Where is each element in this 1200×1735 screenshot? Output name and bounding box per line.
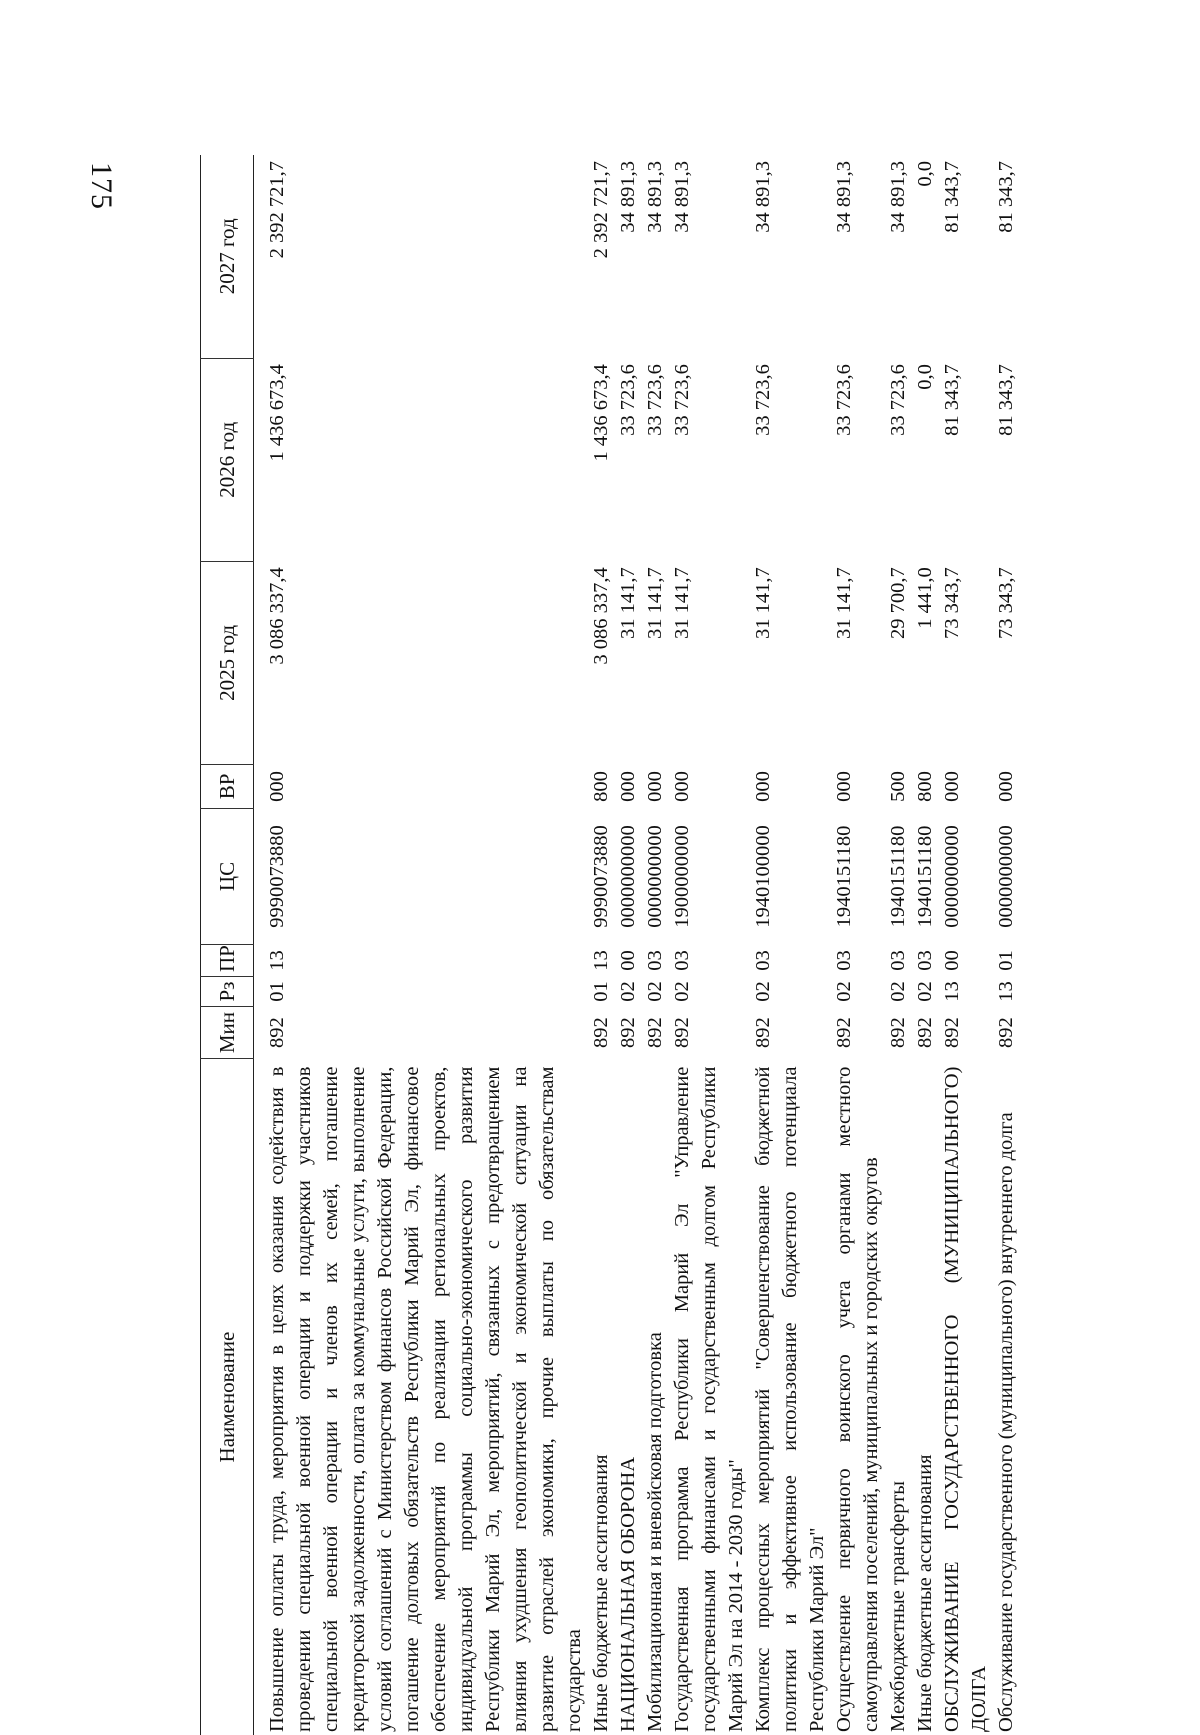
header-2026: 2026 год <box>201 358 254 561</box>
row-cs: 1940151180 <box>887 825 909 928</box>
row-pr: 00 <box>941 950 963 971</box>
row-2027: 2 392 721,7 <box>266 161 288 259</box>
row-pr: 03 <box>887 950 909 971</box>
row-2025: 29 700,7 <box>887 567 909 640</box>
row-name: Иные бюджетные ассигнования <box>590 1454 612 1732</box>
row-rz: 02 <box>752 981 774 1002</box>
row-name: Государственная программа Республики Марий Эл "Управление государственными финансами и государственным долгом Республики Марий Эл на 2014 - 2030 годы" <box>671 1066 747 1732</box>
row-vr: 000 <box>671 771 693 802</box>
row-2027: 81 343,7 <box>941 161 963 233</box>
row-vr: 000 <box>833 771 855 802</box>
table-row <box>750 155 831 1735</box>
header-pr: ПР <box>201 945 254 977</box>
row-2025: 73 343,7 <box>941 567 963 640</box>
row-2027: 34 891,3 <box>617 161 639 233</box>
row-pr: 00 <box>617 950 639 971</box>
row-2026: 33 723,6 <box>617 364 639 436</box>
table-row <box>993 155 1020 1735</box>
row-rz: 02 <box>617 981 639 1002</box>
row-name: Иные бюджетные ассигнования <box>914 1454 936 1732</box>
row-rz: 02 <box>887 981 909 1002</box>
row-2026: 33 723,6 <box>887 364 909 436</box>
header-2025: 2025 год <box>201 561 254 764</box>
row-name: ОБСЛУЖИВАНИЕ ГОСУДАРСТВЕННОГО (МУНИЦИПАЛЬНОГО) ДОЛГА <box>941 1066 990 1732</box>
header-vr: ВР <box>201 764 254 808</box>
row-cs: 1900000000 <box>671 825 693 928</box>
row-name: Обслуживание государственного (муниципального) внутреннего долга <box>995 1112 1017 1732</box>
row-2025: 73 343,7 <box>995 567 1017 640</box>
row-rz: 13 <box>941 981 963 1002</box>
header-name: Наименование <box>214 1331 239 1463</box>
row-min: 892 <box>887 1017 909 1048</box>
row-2026: 1 436 673,4 <box>590 364 612 462</box>
row-2025: 31 141,7 <box>752 567 774 640</box>
row-2025: 31 141,7 <box>671 567 693 640</box>
row-min: 892 <box>671 1017 693 1048</box>
table-row <box>939 155 993 1735</box>
row-pr: 13 <box>266 950 288 971</box>
row-cs: 1940151180 <box>833 825 855 928</box>
row-min: 892 <box>914 1017 936 1048</box>
row-2027: 34 891,3 <box>644 161 666 233</box>
row-vr: 000 <box>752 771 774 802</box>
row-cs: 1940100000 <box>752 825 774 928</box>
header-rz: Рз <box>201 977 254 1007</box>
row-2025: 3 086 337,4 <box>266 567 288 665</box>
row-cs: 0000000000 <box>941 825 963 928</box>
row-2025: 31 141,7 <box>644 567 666 640</box>
row-rz: 02 <box>644 981 666 1002</box>
row-2025: 31 141,7 <box>617 567 639 640</box>
row-vr: 000 <box>941 771 963 802</box>
row-2027: 0,0 <box>914 161 936 187</box>
row-2026: 0,0 <box>914 364 936 390</box>
row-vr: 500 <box>887 771 909 802</box>
row-2026: 81 343,7 <box>995 364 1017 436</box>
row-min: 892 <box>644 1017 666 1048</box>
row-2026: 81 343,7 <box>941 364 963 436</box>
header-cs: ЦС <box>201 808 254 944</box>
table-row <box>912 155 939 1735</box>
row-min: 892 <box>995 1017 1017 1048</box>
row-vr: 800 <box>914 771 936 802</box>
table-row <box>642 155 669 1735</box>
row-min: 892 <box>590 1017 612 1048</box>
row-min: 892 <box>941 1017 963 1048</box>
row-2026: 1 436 673,4 <box>266 364 288 462</box>
table-row <box>615 155 642 1735</box>
table-row <box>588 155 615 1735</box>
row-rz: 01 <box>590 981 612 1002</box>
row-cs: 1940151180 <box>914 825 936 928</box>
table-row <box>885 155 912 1735</box>
row-vr: 000 <box>617 771 639 802</box>
row-2026: 33 723,6 <box>644 364 666 436</box>
row-name: НАЦИОНАЛЬНАЯ ОБОРОНА <box>617 1456 639 1732</box>
row-2027: 2 392 721,7 <box>590 161 612 259</box>
page-number: 175 <box>85 162 118 210</box>
row-vr: 000 <box>995 771 1017 802</box>
row-2025: 3 086 337,4 <box>590 567 612 665</box>
row-pr: 01 <box>995 950 1017 971</box>
row-2025: 31 141,7 <box>833 567 855 640</box>
row-vr: 000 <box>644 771 666 802</box>
row-min: 892 <box>617 1017 639 1048</box>
row-pr: 03 <box>671 950 693 971</box>
budget-table <box>200 155 1020 1735</box>
row-2027: 34 891,3 <box>887 161 909 233</box>
row-rz: 02 <box>833 981 855 1002</box>
table-row <box>669 155 750 1735</box>
header-min: Мин <box>201 1007 254 1059</box>
row-cs: 0000000000 <box>644 825 666 928</box>
row-name: Повышение оплаты труда, мероприятия в целях оказания содействия в проведении специальной военной операции и поддержки участников специальной военной операции и членов их семей, погашение кредиторской задолженности, оплата за коммунальные услуги, выполнение условий соглашений с Министерством финансов Российской Федерации, погашение долговых обязательств Республики Марий Эл, финансовое обеспечение мероприятий по реализации региональных проектов, индивидуальной программы социально-экономического развития Республики Марий Эл, мероприятий, связанных с предотвращением влияния ухудшения геополитической и экономической ситуации на развитие отраслей экономики, прочие выплаты по обязательствам государства <box>266 1066 585 1732</box>
row-min: 892 <box>266 1017 288 1048</box>
row-min: 892 <box>752 1017 774 1048</box>
row-cs: 0000000000 <box>995 825 1017 928</box>
row-pr: 03 <box>833 950 855 971</box>
row-pr: 03 <box>914 950 936 971</box>
row-name: Мобилизационная и вневойсковая подготовка <box>644 1332 666 1732</box>
row-2026: 33 723,6 <box>671 364 693 436</box>
header-2027: 2027 год <box>201 155 254 358</box>
row-2026: 33 723,6 <box>833 364 855 436</box>
row-pr: 13 <box>590 950 612 971</box>
row-name: Комплекс процессных мероприятий "Совершенствование бюджетной политики и эффективное использование бюджетного потенциала Республики Марий Эл" <box>752 1066 828 1732</box>
row-rz: 13 <box>995 981 1017 1002</box>
row-rz: 01 <box>266 981 288 1002</box>
row-pr: 03 <box>644 950 666 971</box>
row-cs: 9990073880 <box>590 825 612 928</box>
table-header-row <box>201 155 254 1735</box>
row-pr: 03 <box>752 950 774 971</box>
row-2027: 34 891,3 <box>671 161 693 233</box>
budget-table-rotated <box>200 155 1100 1735</box>
row-2027: 34 891,3 <box>833 161 855 233</box>
row-cs: 0000000000 <box>617 825 639 928</box>
row-rz: 02 <box>914 981 936 1002</box>
row-vr: 000 <box>266 771 288 802</box>
row-vr: 800 <box>590 771 612 802</box>
row-min: 892 <box>833 1017 855 1048</box>
row-2025: 1 441,0 <box>914 567 936 629</box>
table-row <box>254 155 589 1735</box>
row-rz: 02 <box>671 981 693 1002</box>
row-cs: 9990073880 <box>266 825 288 928</box>
row-name: Осуществление первичного воинского учета органами местного самоуправления поселений, муниципальных и городских округов <box>833 1066 882 1732</box>
row-2027: 81 343,7 <box>995 161 1017 233</box>
row-2026: 33 723,6 <box>752 364 774 436</box>
row-name: Межбюджетные трансферты <box>887 1481 909 1732</box>
row-2027: 34 891,3 <box>752 161 774 233</box>
table-row <box>831 155 885 1735</box>
